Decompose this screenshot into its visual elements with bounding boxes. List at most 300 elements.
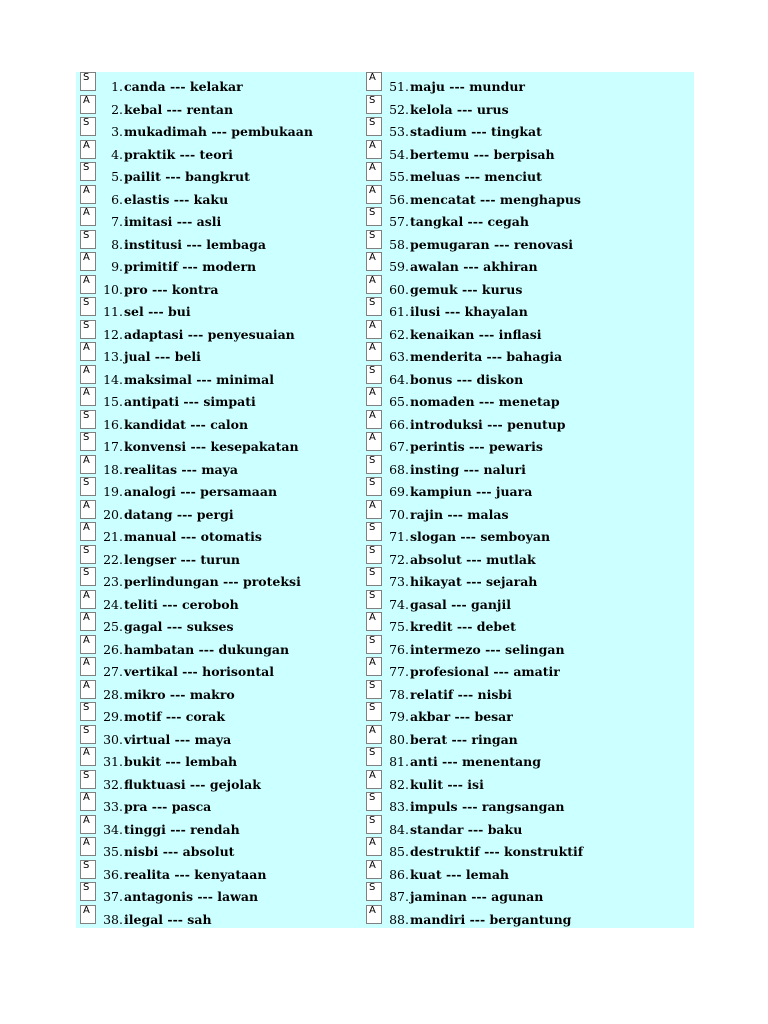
word-pair: impuls --- rangsangan: [410, 799, 565, 814]
list-item: [80, 117, 380, 140]
item-number: 7.: [111, 214, 123, 229]
word-pair: kampiun --- juara: [410, 484, 533, 499]
word-pair: nomaden --- menetap: [410, 394, 560, 409]
word-pair: kulit --- isi: [410, 776, 484, 792]
list-item: [366, 657, 666, 680]
answer-field[interactable]: S: [366, 680, 382, 699]
answer-field[interactable]: A: [366, 72, 382, 91]
list-item: [366, 567, 666, 590]
item-number: 71.: [389, 529, 409, 544]
list-item: [80, 590, 380, 613]
list-item: [80, 747, 380, 770]
word-pair: praktik --- teori: [124, 146, 233, 162]
answer-field[interactable]: A: [366, 770, 382, 789]
word-pair: perintis --- pewaris: [410, 439, 543, 454]
answer-field[interactable]: A: [80, 747, 96, 766]
word-pair: mandiri --- bergantung: [410, 911, 572, 927]
word-pair: maju --- mundur: [410, 79, 526, 94]
answer-field[interactable]: S: [366, 635, 382, 654]
answer-field[interactable]: A: [80, 185, 96, 204]
item-number: 61.: [389, 304, 409, 319]
item-number: 16.: [103, 416, 123, 432]
answer-field[interactable]: S: [80, 117, 96, 136]
answer-field[interactable]: A: [80, 275, 96, 294]
word-pair: jaminan --- agunan: [410, 889, 544, 904]
list-item: [80, 635, 380, 658]
answer-field[interactable]: S: [80, 860, 96, 879]
item-number: 14.: [103, 371, 123, 387]
list-item: [366, 702, 666, 725]
item-number: 12.: [103, 326, 123, 342]
item-number: 10.: [103, 281, 123, 297]
answer-field[interactable]: S: [366, 590, 382, 609]
answer-field[interactable]: A: [366, 275, 382, 294]
list-item: [80, 680, 380, 703]
list-item: [366, 545, 666, 568]
word-pair: kelola --- urus: [410, 101, 509, 117]
item-number: 88.: [389, 911, 409, 927]
item-number: 11.: [103, 304, 123, 319]
list-item: [80, 275, 380, 298]
list-item: [366, 680, 666, 703]
item-number: 72.: [389, 551, 409, 567]
list-item: [366, 365, 666, 388]
answer-field[interactable]: A: [80, 635, 96, 654]
word-pair: mencatat --- menghapus: [410, 191, 581, 207]
list-item: [366, 275, 666, 298]
word-pair: pro --- kontra: [124, 281, 219, 297]
item-number: 69.: [389, 484, 409, 499]
list-item: [366, 387, 666, 410]
word-pair: imitasi --- asli: [124, 214, 222, 229]
list-item: [80, 500, 380, 523]
item-number: 67.: [389, 439, 409, 454]
word-pair: tinggi --- rendah: [124, 821, 240, 837]
item-number: 53.: [389, 124, 409, 139]
answer-field[interactable]: A: [80, 657, 96, 676]
list-item: [80, 410, 380, 433]
word-pair: intermezo --- selingan: [410, 641, 565, 657]
answer-field[interactable]: S: [80, 162, 96, 181]
word-pair: analogi --- persamaan: [124, 484, 278, 499]
answer-field[interactable]: S: [366, 522, 382, 541]
answer-field[interactable]: S: [80, 320, 96, 339]
item-number: 59.: [389, 259, 409, 274]
answer-field[interactable]: A: [80, 815, 96, 834]
item-number: 38.: [103, 911, 123, 927]
word-pair: sel --- bui: [124, 304, 191, 319]
item-number: 63.: [389, 349, 409, 364]
answer-field[interactable]: A: [80, 455, 96, 474]
word-pair: insting --- naluri: [410, 461, 526, 477]
item-number: 62.: [389, 326, 409, 342]
list-item: [366, 635, 666, 658]
list-item: [80, 567, 380, 590]
item-number: 56.: [389, 191, 409, 207]
answer-field[interactable]: S: [80, 770, 96, 789]
answer-field[interactable]: A: [80, 500, 96, 519]
list-item: [80, 882, 380, 905]
item-number: 34.: [103, 821, 123, 837]
word-pair: antagonis --- lawan: [124, 889, 259, 904]
list-item: [366, 882, 666, 905]
item-number: 52.: [389, 101, 409, 117]
list-item: [366, 522, 666, 545]
item-number: 84.: [389, 821, 409, 837]
word-pair: datang --- pergi: [124, 506, 234, 522]
answer-field[interactable]: S: [366, 297, 382, 316]
word-pair: gemuk --- kurus: [410, 281, 523, 297]
answer-field[interactable]: A: [366, 860, 382, 879]
word-pair: ilegal --- sah: [124, 911, 212, 927]
item-number: 24.: [103, 596, 123, 612]
answer-field[interactable]: A: [80, 252, 96, 271]
word-pair: gasal --- ganjil: [410, 596, 511, 612]
list-item: [80, 455, 380, 478]
list-item: [80, 612, 380, 635]
word-pair: destruktif --- konstruktif: [410, 844, 584, 859]
list-item: [366, 500, 666, 523]
list-item: [366, 432, 666, 455]
answer-field[interactable]: A: [366, 905, 382, 924]
word-pair: ilusi --- khayalan: [410, 304, 528, 319]
word-pair: vertikal --- horisontal: [124, 664, 274, 679]
word-pair: berat --- ringan: [410, 731, 518, 747]
answer-field[interactable]: A: [366, 725, 382, 744]
list-item: [366, 860, 666, 883]
list-item: [366, 612, 666, 635]
item-number: 77.: [389, 664, 409, 679]
item-number: 86.: [389, 866, 409, 882]
word-pair: hikayat --- sejarah: [410, 574, 538, 589]
item-number: 29.: [103, 709, 123, 724]
item-number: 6.: [111, 191, 123, 207]
item-number: 55.: [389, 169, 409, 184]
word-pair: manual --- otomatis: [124, 529, 262, 544]
answer-field[interactable]: S: [366, 882, 382, 901]
answer-field[interactable]: A: [80, 342, 96, 361]
answer-field[interactable]: A: [80, 522, 96, 541]
answer-field[interactable]: S: [366, 815, 382, 834]
answer-field[interactable]: S: [366, 230, 382, 249]
item-number: 31.: [103, 754, 123, 769]
worksheet-panel: [76, 72, 694, 928]
answer-field[interactable]: S: [366, 792, 382, 811]
word-pair: meluas --- menciut: [410, 169, 542, 184]
word-pair: relatif --- nisbi: [410, 686, 512, 702]
item-number: 15.: [103, 394, 123, 409]
answer-field[interactable]: A: [80, 387, 96, 406]
answer-field[interactable]: S: [366, 567, 382, 586]
word-pair: virtual --- maya: [124, 731, 232, 747]
item-number: 32.: [103, 776, 123, 792]
list-item: [366, 770, 666, 793]
word-pair: teliti --- ceroboh: [124, 596, 239, 612]
list-item: [366, 410, 666, 433]
answer-field[interactable]: S: [366, 545, 382, 564]
item-number: 58.: [389, 236, 409, 252]
answer-field[interactable]: S: [80, 410, 96, 429]
list-item: [366, 747, 666, 770]
list-item: [80, 95, 380, 118]
answer-field[interactable]: S: [366, 747, 382, 766]
answer-field[interactable]: A: [80, 837, 96, 856]
list-item: [80, 72, 380, 95]
list-item: [366, 297, 666, 320]
list-item: [80, 522, 380, 545]
item-number: 9.: [111, 259, 123, 274]
word-pair: kandidat --- calon: [124, 416, 249, 432]
word-pair: kenaikan --- inflasi: [410, 326, 542, 342]
item-number: 1.: [111, 79, 123, 94]
list-item: [366, 342, 666, 365]
word-pair: canda --- kelakar: [124, 79, 243, 94]
item-number: 27.: [103, 664, 123, 679]
item-number: 87.: [389, 889, 409, 904]
list-item: [366, 185, 666, 208]
item-number: 28.: [103, 686, 123, 702]
item-number: 20.: [103, 506, 123, 522]
word-pair: bukit --- lembah: [124, 754, 238, 769]
item-number: 54.: [389, 146, 409, 162]
list-item: [366, 477, 666, 500]
list-item: [80, 702, 380, 725]
item-number: 70.: [389, 506, 409, 522]
item-number: 17.: [103, 439, 123, 454]
answer-field[interactable]: S: [80, 230, 96, 249]
list-item: [366, 230, 666, 253]
list-item: [80, 837, 380, 860]
list-item: [80, 387, 380, 410]
item-number: 79.: [389, 709, 409, 724]
item-number: 36.: [103, 866, 123, 882]
word-pair: maksimal --- minimal: [124, 371, 274, 387]
list-item: [80, 860, 380, 883]
word-pair: adaptasi --- penyesuaian: [124, 326, 295, 342]
word-pair: slogan --- semboyan: [410, 529, 551, 544]
item-number: 2.: [111, 101, 123, 117]
word-pair: mukadimah --- pembukaan: [124, 124, 313, 139]
list-item: [366, 590, 666, 613]
answer-field[interactable]: A: [80, 365, 96, 384]
item-number: 33.: [103, 799, 123, 814]
word-pair: elastis --- kaku: [124, 191, 229, 207]
item-number: 81.: [389, 754, 409, 769]
item-number: 57.: [389, 214, 409, 229]
word-pair: bertemu --- berpisah: [410, 146, 555, 162]
word-pair: kuat --- lemah: [410, 866, 510, 882]
item-number: 78.: [389, 686, 409, 702]
item-number: 76.: [389, 641, 409, 657]
item-number: 13.: [103, 349, 123, 364]
word-pair: bonus --- diskon: [410, 371, 524, 387]
word-pair: stadium --- tingkat: [410, 124, 542, 139]
item-number: 22.: [103, 551, 123, 567]
word-pair: realitas --- maya: [124, 461, 239, 477]
item-number: 85.: [389, 844, 409, 859]
list-item: [80, 207, 380, 230]
word-pair: introduksi --- penutup: [410, 416, 566, 432]
word-pair: pra --- pasca: [124, 799, 212, 814]
answer-field[interactable]: S: [80, 297, 96, 316]
item-number: 18.: [103, 461, 123, 477]
answer-field[interactable]: S: [80, 432, 96, 451]
answer-field[interactable]: A: [366, 612, 382, 631]
answer-field[interactable]: A: [366, 657, 382, 676]
list-item: [80, 657, 380, 680]
answer-field[interactable]: S: [80, 725, 96, 744]
word-pair: primitif --- modern: [124, 259, 257, 274]
list-item: [80, 185, 380, 208]
answer-field[interactable]: S: [80, 567, 96, 586]
item-number: 75.: [389, 619, 409, 634]
item-number: 25.: [103, 619, 123, 634]
item-number: 3.: [111, 124, 123, 139]
item-number: 83.: [389, 799, 409, 814]
list-item: [366, 72, 666, 95]
item-number: 65.: [389, 394, 409, 409]
item-number: 60.: [389, 281, 409, 297]
list-item: [80, 725, 380, 748]
word-pair: perlindungan --- proteksi: [124, 574, 301, 589]
list-item: [80, 432, 380, 455]
answer-field[interactable]: S: [366, 95, 382, 114]
list-item: [366, 207, 666, 230]
list-item: [366, 95, 666, 118]
list-item: [80, 162, 380, 185]
answer-field[interactable]: A: [366, 837, 382, 856]
list-item: [366, 792, 666, 815]
word-pair: tangkal --- cegah: [410, 214, 529, 229]
word-pair: akbar --- besar: [410, 709, 513, 724]
answer-field[interactable]: A: [80, 590, 96, 609]
item-number: 30.: [103, 731, 123, 747]
item-number: 4.: [111, 146, 123, 162]
word-pair: fluktuasi --- gejolak: [124, 776, 261, 792]
item-number: 21.: [103, 529, 123, 544]
answer-field[interactable]: S: [366, 117, 382, 136]
item-number: 66.: [389, 416, 409, 432]
word-pair: pailit --- bangkrut: [124, 169, 250, 184]
answer-field[interactable]: S: [366, 365, 382, 384]
list-item: [366, 837, 666, 860]
word-pair: profesional --- amatir: [410, 664, 560, 679]
list-item: [80, 230, 380, 253]
answer-field[interactable]: A: [366, 500, 382, 519]
list-item: [366, 140, 666, 163]
word-pair: rajin --- malas: [410, 506, 509, 522]
word-pair: antipati --- simpati: [124, 394, 256, 409]
list-item: [80, 297, 380, 320]
item-number: 37.: [103, 889, 123, 904]
answer-field[interactable]: A: [80, 207, 96, 226]
answer-field[interactable]: A: [366, 432, 382, 451]
answer-field[interactable]: S: [80, 545, 96, 564]
answer-field[interactable]: A: [366, 320, 382, 339]
word-pair: jual --- beli: [124, 349, 201, 364]
answer-field[interactable]: A: [366, 410, 382, 429]
word-pair: hambatan --- dukungan: [124, 641, 290, 657]
list-item: [80, 770, 380, 793]
item-number: 74.: [389, 596, 409, 612]
answer-field[interactable]: A: [80, 140, 96, 159]
word-pair: realita --- kenyataan: [124, 866, 267, 882]
item-number: 80.: [389, 731, 409, 747]
list-item: [366, 117, 666, 140]
answer-field[interactable]: S: [366, 207, 382, 226]
item-number: 68.: [389, 461, 409, 477]
answer-field[interactable]: A: [366, 140, 382, 159]
item-number: 51.: [389, 79, 409, 94]
word-pair: institusi --- lembaga: [124, 236, 266, 252]
answer-field[interactable]: S: [80, 702, 96, 721]
item-number: 26.: [103, 641, 123, 657]
answer-field[interactable]: A: [366, 162, 382, 181]
list-item: [80, 792, 380, 815]
answer-field[interactable]: A: [80, 680, 96, 699]
list-item: [366, 252, 666, 275]
answer-field[interactable]: A: [366, 387, 382, 406]
list-item: [80, 905, 380, 928]
item-number: 82.: [389, 776, 409, 792]
answer-field[interactable]: A: [366, 252, 382, 271]
item-number: 19.: [103, 484, 123, 499]
list-item: [366, 725, 666, 748]
answer-field[interactable]: S: [366, 702, 382, 721]
list-item: [366, 320, 666, 343]
list-item: [80, 140, 380, 163]
list-item: [80, 342, 380, 365]
item-number: 73.: [389, 574, 409, 589]
answer-field[interactable]: S: [80, 882, 96, 901]
word-pair: gagal --- sukses: [124, 619, 234, 634]
answer-field[interactable]: S: [80, 72, 96, 91]
answer-field[interactable]: S: [80, 477, 96, 496]
word-pair: kredit --- debet: [410, 619, 516, 634]
word-pair: anti --- menentang: [410, 754, 541, 769]
list-item: [366, 162, 666, 185]
answer-field[interactable]: A: [366, 342, 382, 361]
item-number: 64.: [389, 371, 409, 387]
answer-field[interactable]: S: [366, 455, 382, 474]
answer-field[interactable]: S: [366, 477, 382, 496]
list-item: [80, 477, 380, 500]
item-number: 23.: [103, 574, 123, 589]
list-item: [80, 252, 380, 275]
item-number: 35.: [103, 844, 123, 859]
word-pair: pemugaran --- renovasi: [410, 236, 574, 252]
answer-field[interactable]: A: [366, 185, 382, 204]
answer-field[interactable]: A: [80, 612, 96, 631]
list-item: [366, 815, 666, 838]
word-pair: konvensi --- kesepakatan: [124, 439, 299, 454]
item-number: 8.: [111, 236, 123, 252]
item-number: 5.: [111, 169, 123, 184]
word-pair: kebal --- rentan: [124, 101, 234, 117]
word-pair: nisbi --- absolut: [124, 844, 235, 859]
answer-field[interactable]: A: [80, 905, 96, 924]
word-pair: standar --- baku: [410, 821, 523, 837]
word-pair: lengser --- turun: [124, 551, 240, 567]
word-pair: awalan --- akhiran: [410, 259, 538, 274]
list-item: [80, 320, 380, 343]
list-item: [366, 455, 666, 478]
answer-field[interactable]: A: [80, 95, 96, 114]
answer-field[interactable]: A: [80, 792, 96, 811]
list-item: [80, 365, 380, 388]
word-pair: absolut --- mutlak: [410, 551, 536, 567]
list-item: [80, 815, 380, 838]
